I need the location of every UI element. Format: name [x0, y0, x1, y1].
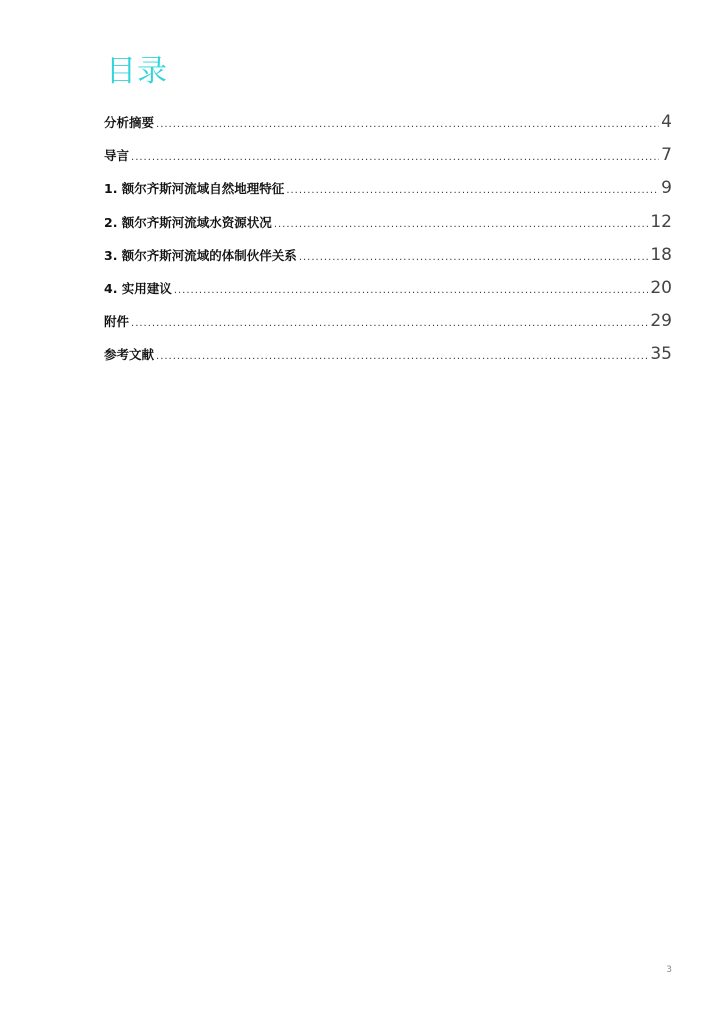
toc-entry-page: 35	[650, 344, 672, 365]
toc-entry-label: 附件	[104, 314, 130, 330]
toc-dot-leader	[286, 185, 659, 196]
toc-dot-leader	[131, 318, 648, 329]
table-of-contents	[104, 112, 672, 378]
page-number: 3	[666, 965, 672, 975]
toc-entry-label: 4. 实用建议	[104, 280, 172, 296]
toc-entry-label: 3. 额尔齐斯河流域的体制伙伴关系	[104, 247, 297, 263]
toc-dot-leader	[274, 219, 649, 230]
toc-entry-label: 分析摘要	[104, 115, 155, 130]
toc-entry-page: 4	[661, 112, 672, 132]
toc-dot-leader	[299, 252, 649, 263]
toc-entry-label: 2. 额尔齐斯河流域水资源状况	[104, 214, 272, 230]
toc-entry-label: 1. 额尔齐斯河流域自然地理特征	[104, 181, 285, 197]
toc-entry-page: 9	[661, 178, 672, 199]
toc-entry-chapter-3[interactable]	[104, 245, 672, 278]
toc-entry-label: 参考文献	[104, 347, 155, 363]
toc-dot-leader	[174, 285, 649, 296]
toc-entry-annex[interactable]	[104, 311, 672, 344]
toc-dot-leader	[131, 152, 659, 163]
toc-entry-page: 18	[650, 244, 672, 265]
toc-entry-chapter-2[interactable]	[104, 212, 672, 245]
toc-entry-page: 7	[661, 145, 672, 166]
toc-entry-page: 20	[650, 277, 672, 298]
toc-entry-references[interactable]	[104, 344, 672, 377]
toc-title: 目录	[106, 54, 168, 89]
toc-dot-leader	[156, 351, 648, 362]
toc-dot-leader	[156, 119, 659, 130]
toc-entry-label: 导言	[104, 148, 130, 164]
toc-entry-chapter-1[interactable]	[104, 178, 672, 211]
toc-entry-page: 12	[650, 211, 672, 232]
toc-entry-introduction[interactable]	[104, 145, 672, 178]
toc-entry-chapter-4[interactable]	[104, 278, 672, 311]
toc-entry-summary[interactable]	[104, 112, 672, 145]
toc-entry-page: 29	[650, 311, 672, 332]
